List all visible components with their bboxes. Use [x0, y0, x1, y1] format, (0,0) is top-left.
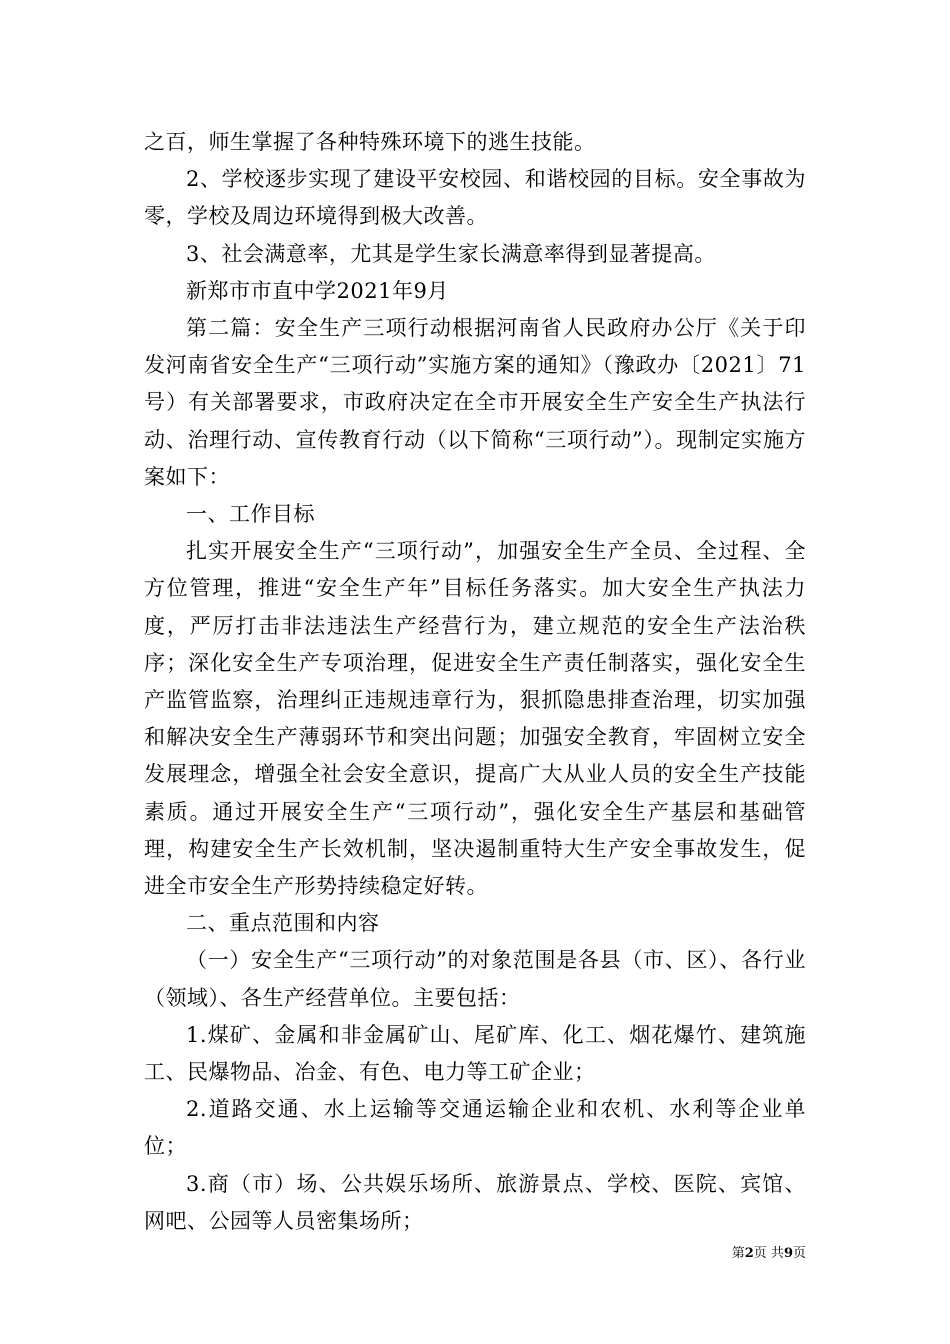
paragraph: 之百，师生掌握了各种特殊环境下的逃生技能。 — [144, 130, 596, 154]
current-page-number: 2 — [744, 1246, 754, 1261]
list-item: 3.商（市）场、公共娱乐场所、旅游景点、学校、医院、宾馆、网吧、公园等人员密集场所； — [144, 1171, 806, 1233]
section-heading: 一、工作目标 — [186, 502, 315, 527]
section-heading: 二、重点范围和内容 — [186, 911, 380, 936]
footer-prefix: 第 — [731, 1246, 745, 1261]
paragraph: 第二篇：安全生产三项行动根据河南省人民政府办公厅《关于印发河南省安全生产“三项行动”实施方案的通知》（豫政办〔2021〕71号）有关部署要求，市政府决定在全市开展安全生产安全生产执法行动、治理行动、宣传教育行动（以下简称“三项行动”）。现制定实施方案如下： — [144, 316, 806, 489]
document-body — [144, 124, 806, 1240]
paragraph: （一）安全生产“三项行动”的对象范围是各县（市、区）、各行业（领域）、各生产经营单位。主要包括： — [144, 948, 806, 1010]
total-page-number: 9 — [783, 1246, 793, 1261]
paragraph: 2、学校逐步实现了建设平安校园、和谐校园的目标。安全事故为零，学校及周边环境得到极大改善。 — [144, 167, 806, 229]
list-item: 1.煤矿、金属和非金属矿山、尾矿库、化工、烟花爆竹、建筑施工、民爆物品、冶金、有色、电力等工矿企业； — [144, 1022, 806, 1085]
paragraph: 扎实开展安全生产“三项行动”，加强安全生产全员、全过程、全方位管理，推进“安全生产年”目标任务落实。加大安全生产执法力度，严厉打击非法违法生产经营行为，建立规范的安全生产法治秩序；深化安全生产专项治理，促进安全生产责任制落实，强化安全生产监管监察，治理纠正违规违章行为，狠抓隐患排查治理，切实加强和解决安全生产薄弱环节和突出问题；加强安全教育，牢固树立安全发展理念，增强全社会安全意识，提高广大从业人员的安全生产技能素质。通过开展安全生产“三项行动”，强化安全生产基层和基础管理，构建安全生产长效机制，坚决遏制重特大生产安全事故发生，促进全市安全生产形势持续稳定好转。 — [144, 539, 806, 899]
list-item: 2.道路交通、水上运输等交通运输企业和农机、水利等企业单位； — [144, 1097, 806, 1159]
footer-middle: 页 共 — [753, 1246, 784, 1261]
page-number-footer — [732, 1246, 806, 1262]
footer-suffix: 页 — [792, 1246, 806, 1261]
paragraph: 3、社会满意率，尤其是学生家长满意率得到显著提高。 — [186, 241, 716, 266]
paragraph: 新郑市市直中学2021年9月 — [186, 278, 449, 303]
